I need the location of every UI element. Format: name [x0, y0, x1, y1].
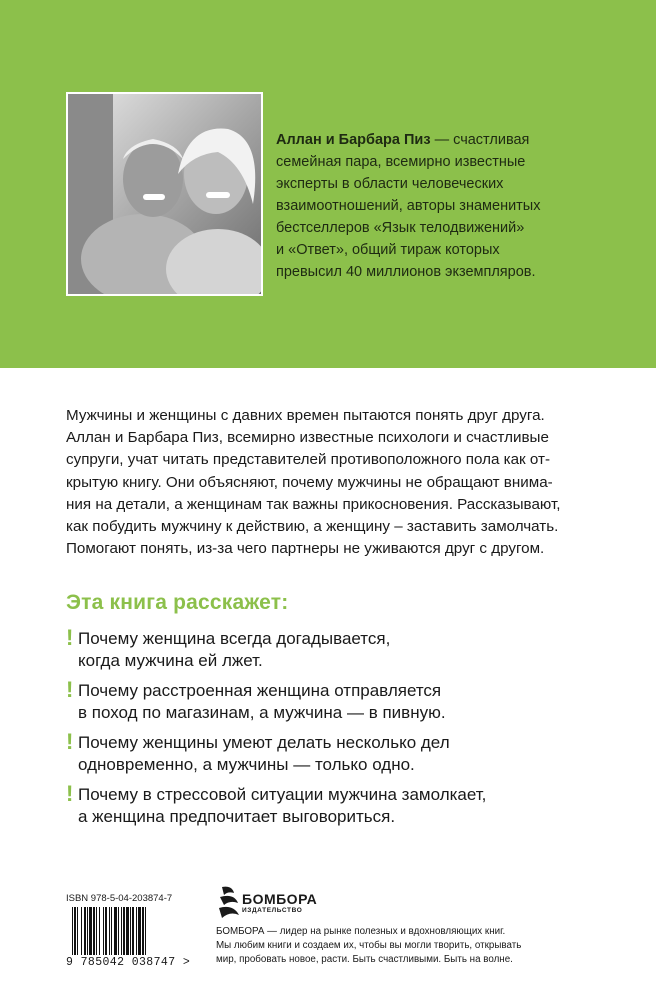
barcode-bar [103, 907, 104, 955]
bio-line-4: взаимоотношений, авторы знаменитых [276, 198, 541, 214]
isbn-text: ISBN 978-5-04-203874-7 [66, 893, 173, 904]
barcode-bar [121, 907, 122, 955]
highlight-line: Почему женщины умеют делать несколько дел [78, 733, 450, 752]
barcode-bar [74, 907, 76, 955]
barcode-bar [84, 907, 86, 955]
publisher-logo [218, 885, 328, 921]
highlights-list [66, 625, 606, 836]
portrait-photo-icon [68, 94, 261, 294]
publisher-name: БОМБОРА [242, 891, 318, 907]
barcode-bar [142, 907, 144, 955]
highlight-item [66, 677, 606, 723]
barcode-bar [111, 907, 112, 955]
barcode-bar [136, 907, 137, 955]
tagline-line-2: Мы любим книги и создаем их, чтобы вы могли творить, открывать [216, 940, 522, 951]
barcode-bar [109, 907, 110, 955]
barcode-bar [130, 907, 131, 955]
author-names: Аллан и Барбара Пиз [276, 132, 431, 148]
barcode-bar [93, 907, 95, 955]
barcode-bar [105, 907, 107, 955]
barcode-bar [72, 907, 73, 955]
publisher-subtitle: ИЗДАТЕЛЬСТВО [242, 907, 303, 914]
barcode-block [66, 893, 206, 983]
barcode-bar [126, 907, 129, 955]
highlight-line: когда мужчина ей лжет. [78, 650, 263, 670]
bio-line-2: семейная пара, всемирно известные [276, 154, 526, 170]
bombora-logo-icon [218, 885, 240, 921]
bio-line-1: — счастливая [430, 132, 530, 148]
barcode-bar [81, 907, 82, 955]
barcode-bar [89, 907, 92, 955]
desc-line-5: ния на детали, а женщинам так важны прикосновения. Рассказывают, [66, 495, 561, 513]
barcode-bar [77, 907, 78, 955]
barcode-bar [118, 907, 119, 955]
highlights-heading: Эта книга расскажет: [66, 591, 289, 614]
barcode-bar [145, 907, 146, 955]
barcode-bar [96, 907, 97, 955]
desc-line-6: как побудить мужчину к действию, а женщину – заставить замолчать. [66, 518, 559, 536]
desc-line-4: крытую книгу. Они объясняют, почему мужчины не обращают внима- [66, 473, 553, 491]
desc-line-1: Мужчины и женщины с давних времен пытаются понять друг друга. [66, 407, 545, 424]
author-photo [66, 92, 263, 296]
bio-line-3: эксперты в области человеческих [276, 176, 504, 192]
barcode-bar [114, 907, 117, 955]
bio-line-7: превысил 40 миллионов экземпляров. [276, 264, 536, 280]
exclamation-icon: ! [66, 729, 74, 754]
exclamation-icon: ! [66, 677, 74, 702]
highlight-line: Почему в стрессовой ситуации мужчина замолкает, [78, 785, 487, 804]
publisher-tagline [216, 925, 536, 967]
highlight-line: Почему расстроенная женщина отправляется [78, 681, 442, 700]
bio-line-6: и «Ответ», общий тираж которых [276, 242, 500, 258]
highlight-item [66, 625, 606, 671]
barcode-icon [72, 907, 196, 955]
highlight-item [66, 781, 606, 827]
highlight-line: в поход по магазинам, а мужчина — в пивную. [78, 702, 446, 722]
barcode-bar [132, 907, 134, 955]
author-bio [276, 129, 576, 283]
bio-line-5: бестселлеров «Язык телодвижений» [276, 220, 525, 236]
tagline-line-3: мир, пробовать новое, расти. Быть счастливыми. Быть на волне. [216, 954, 513, 965]
tagline-line-1: БОМБОРА — лидер на рынке полезных и вдохновляющих книг. [216, 926, 506, 937]
highlight-line: а женщина предпочитает выговориться. [78, 806, 396, 826]
desc-line-3: супруги, учат читать представителей противоположного пола как от- [66, 451, 551, 469]
desc-line-2: Аллан и Барбара Пиз, всемирно известные психологи и счастливые [66, 429, 549, 447]
highlight-item [66, 729, 606, 775]
barcode-bar [138, 907, 141, 955]
exclamation-icon: ! [66, 781, 74, 806]
book-description [66, 405, 596, 560]
barcode-digits: 9 785042 038747 > [66, 956, 191, 969]
barcode-bar [87, 907, 88, 955]
exclamation-icon: ! [66, 625, 74, 650]
highlight-line: одновременно, а мужчины — только одно. [78, 754, 415, 774]
top-green-panel [0, 0, 656, 368]
barcode-bar [99, 907, 100, 955]
barcode-bar [123, 907, 125, 955]
desc-line-7: Помогают понять, из-за чего партнеры не уживаются друг с другом. [66, 540, 545, 558]
highlight-line: Почему женщина всегда догадывается, [78, 629, 391, 648]
